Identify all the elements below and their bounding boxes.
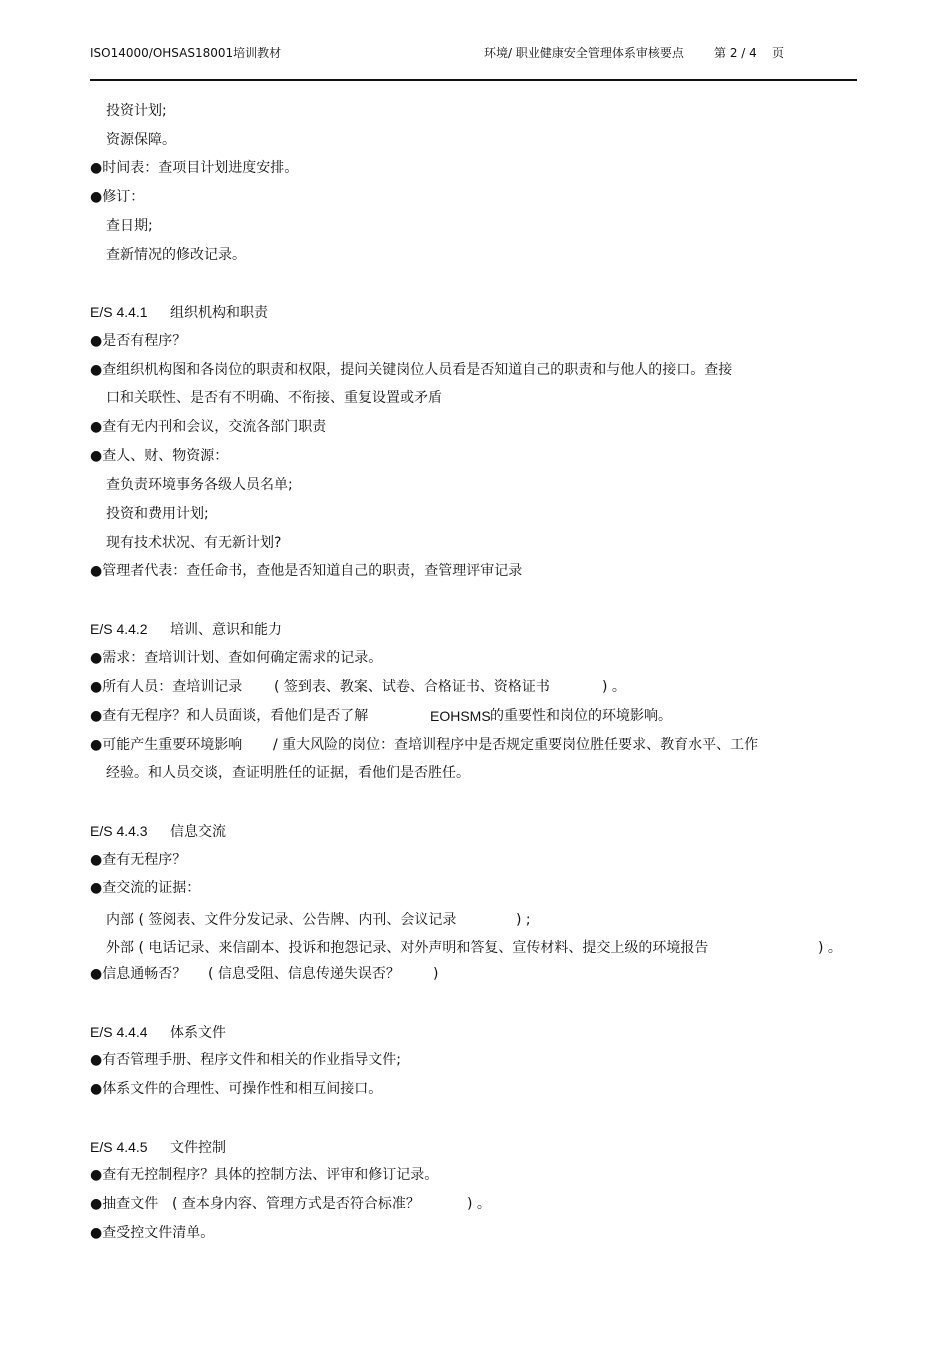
- bullet-item: ●抽查文件: [90, 1196, 159, 1212]
- bullet-item: ●有否管理手册、程序文件和相关的作业指导文件;: [90, 1052, 401, 1068]
- bullet-continuation: ) 。: [467, 1196, 491, 1212]
- bullet-item: ●体系文件的合理性、可操作性和相互间接口。: [90, 1081, 383, 1097]
- bullet-item: ●需求：查培训计划、查如何确定需求的记录。: [90, 650, 383, 666]
- bullet-continuation: ) 。: [602, 679, 626, 695]
- bullet-item: ●管理者代表：查任命书，查他是否知道自己的职责，查管理评审记录: [90, 563, 523, 579]
- text-continuation: ) ;: [516, 912, 531, 928]
- text-line: 经验。和人员交谈，查证明胜任的证据，看他们是否胜任。: [106, 765, 470, 781]
- text-continuation: ) 。: [818, 940, 842, 956]
- bullet-item: ●查受控文件清单。: [90, 1225, 215, 1241]
- bullet-item: ●修订：: [90, 189, 145, 205]
- page-suffix: 页: [772, 46, 785, 60]
- bullet-item: ●查交流的证据：: [90, 880, 201, 896]
- bullet-continuation: ( 签到表、教案、试卷、合格证书、资格证书: [274, 679, 550, 695]
- bullet-continuation: / 重大风险的岗位：查培训程序中是否规定重要岗位胜任要求、教育水平、工作: [273, 737, 759, 753]
- section-heading: [90, 303, 268, 322]
- section-heading: [90, 1138, 226, 1157]
- bullet-item: ●信息通畅否？: [90, 966, 187, 982]
- text-line: 查新情况的修改记录。: [106, 247, 246, 263]
- text-line: 投资和费用计划;: [106, 506, 209, 522]
- section-number: E/S 4.4.1: [90, 304, 148, 320]
- section-number: E/S 4.4.3: [90, 823, 148, 839]
- section-number: E/S 4.4.5: [90, 1139, 148, 1155]
- section-heading: [90, 1023, 226, 1042]
- bullet-continuation: EOHSMS: [430, 708, 491, 724]
- page-prefix: 第: [714, 46, 727, 60]
- bullet-item: ●时间表：查项目计划进度安排。: [90, 160, 299, 176]
- text-line: 查负责环境事务各级人员名单;: [106, 477, 293, 493]
- bullet-continuation: ): [433, 966, 439, 982]
- header-left: ISO14000/OHSAS18001培训教材: [90, 46, 282, 60]
- bullet-continuation: ( 信息受阻、信息传递失误否？: [208, 966, 400, 982]
- bullet-item: ●查有无程序？: [90, 852, 187, 868]
- bullet-item: ●查有无控制程序？具体的控制方法、评审和修订记录。: [90, 1167, 439, 1183]
- section-title: 组织机构和职责: [170, 305, 268, 321]
- section-heading: [90, 620, 282, 639]
- bullet-item: ●查有无内刊和会议，交流各部门职责: [90, 419, 327, 435]
- bullet-item: ●查有无程序？和人员面谈，看他们是否了解: [90, 708, 369, 724]
- bullet-item: ●是否有程序？: [90, 333, 187, 349]
- page-number: 2 / 4: [729, 46, 757, 60]
- section-heading: [90, 822, 226, 841]
- text-line: 资源保障。: [106, 132, 176, 148]
- bullet-item: ●可能产生重要环境影响: [90, 737, 243, 753]
- text-line: 投资计划;: [106, 103, 167, 119]
- header-rule: [90, 79, 857, 81]
- section-number: E/S 4.4.2: [90, 621, 148, 637]
- text-line: 内部 ( 签阅表、文件分发记录、公告牌、内刊、会议记录: [106, 912, 457, 928]
- bullet-continuation: 的重要性和岗位的环境影响。: [490, 708, 672, 724]
- section-title: 体系文件: [170, 1025, 226, 1041]
- section-title: 信息交流: [170, 824, 226, 840]
- text-line: 外部 ( 电话记录、来信副本、投诉和抱怨记录、对外声明和答复、宣传材料、提交上级的环境报告: [106, 940, 709, 956]
- section-title: 培训、意识和能力: [170, 622, 282, 638]
- text-line: 口和关联性、是否有不明确、不衔接、重复设置或矛盾: [106, 390, 442, 406]
- page-label: [714, 44, 757, 61]
- bullet-item: ●查人、财、物资源：: [90, 448, 229, 464]
- header-center: 环境/ 职业健康安全管理体系审核要点: [484, 46, 684, 60]
- text-line: 现有技术状况、有无新计划?: [106, 535, 282, 551]
- bullet-continuation: ( 查本身内容、管理方式是否符合标准？: [172, 1196, 420, 1212]
- text-line: 查日期;: [106, 218, 153, 234]
- bullet-item: ●查组织机构图和各岗位的职责和权限，提问关键岗位人员看是否知道自己的职责和与他人的接口。查接: [90, 362, 733, 378]
- section-number: E/S 4.4.4: [90, 1024, 148, 1040]
- bullet-item: ●所有人员：查培训记录: [90, 679, 243, 695]
- section-title: 文件控制: [170, 1140, 226, 1156]
